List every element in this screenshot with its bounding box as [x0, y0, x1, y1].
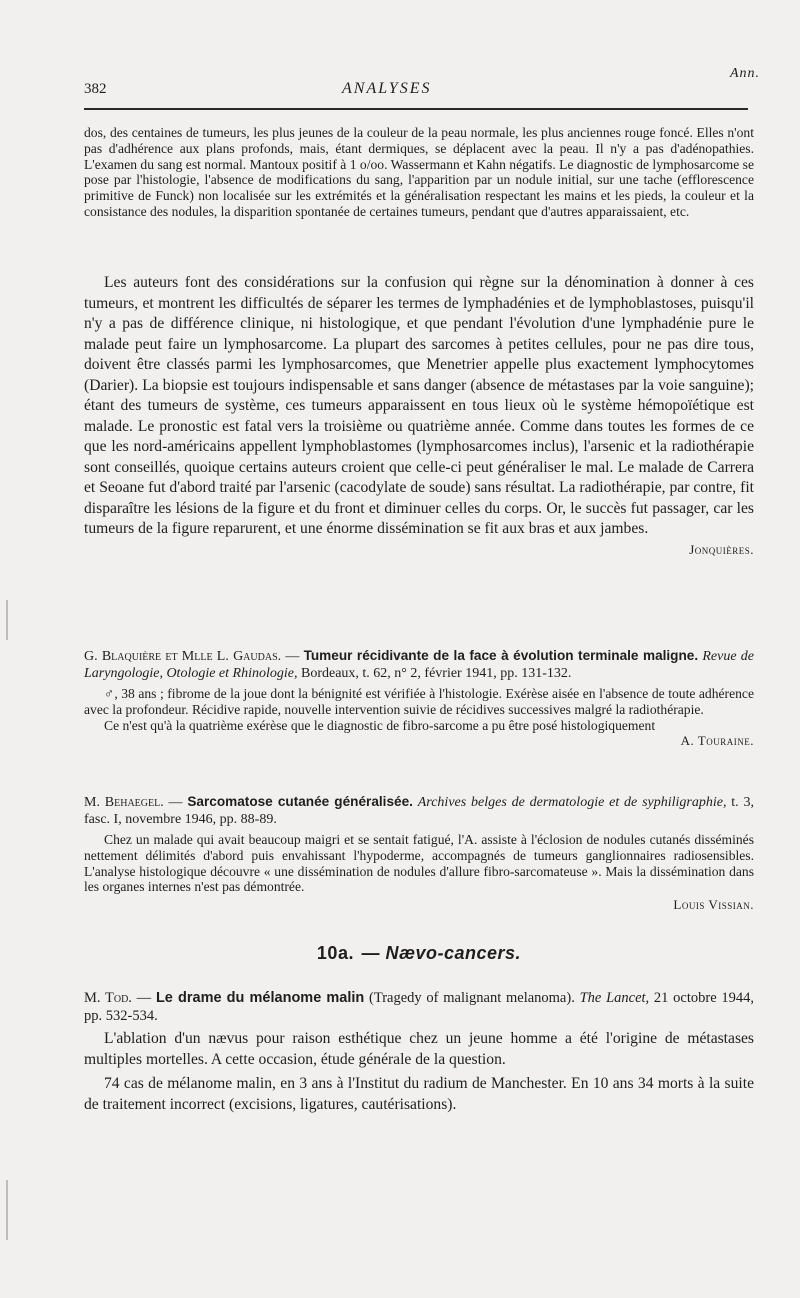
ref-journal: The Lancet,: [579, 990, 650, 1006]
reference-paragraph-1: L'ablation d'un nævus pour raison esthétique chez un jeune homme a été l'origine de métastases multiples mortelles. A cette occasion, étude générale de la question.: [84, 1030, 754, 1068]
reference-body: Chez un malade qui avait beaucoup maigri et se sentait fatigué, l'A. assiste à l'éclosion de nodules cutanés disséminés nettement délimités d'abord puis envahissant l'hypoderme, accompagnés de tumeurs ganglionnaires radiosensibles. L'analyse histologique découvre « une dissémination de nodules d'allure fibro-sarcomateuse ». Mais la dissémination dans les organes internes n'est pas démontrée.: [84, 832, 754, 895]
reference-tod: [84, 989, 754, 1115]
ref-details: t. 3, fasc. I, novembre 1946, pp. 88-89.: [84, 795, 755, 827]
scan-edge-mark: [6, 1180, 8, 1240]
scan-edge-mark: [6, 600, 8, 640]
ref-authors: M. Behaegel. —: [84, 795, 183, 810]
discussion-paragraph: Les auteurs font des considérations sur la confusion qui règne sur la dénomination à donner à ces tumeurs, et montrent les difficultés de séparer les termes de lymphadénies et de lymphoblastoses, puisqu'il n'y a pas de différence clinique, ni histologique, et que pendant l'évolution d'une lymphadénie pure le malade peut faire un lymphosarcome. La plupart des sarcomes à petites cellules, pour ne pas dire tous, doivent être classés parmi les lymphosarcomes, que Menetrier appelle plus exactement lymphocytomes (Darier). La biopsie est toujours indispensable et sans danger (absence de métastases par la voie sanguine); étant des tumeurs de système, ces tumeurs apparaissent en tous lieux où le système hémopoïétique est malade. Le pronostic est fatal vers la troisième ou quatrième année. Comme dans toutes les formes de ce que les nord-américains appellent lymphoblastomes (lymphosarcomes inclus), l'arsenic et la radiothérapie sont conseillés, quoique certains auteurs croient que celle-ci peut généraliser le mal. Le malade de Carrera et Seoane fut d'abord traité par l'arsenic (cacodylate de soude) sans résultat. La radiothérapie, par contre, fit disparaître les lésions de la figure et du front et diminuer celles du corps. Or, le succès fut passager, car les tumeurs de la figure reparurent, et une énorme dissémination se fit aux bras et aux jambes.: [84, 274, 754, 537]
ref-details: 21 octobre 1944, pp. 532-534.: [84, 990, 755, 1024]
reference-paragraph-2: 74 cas de mélanome malin, en 3 ans à l'Institut du radium de Manchester. En 10 ans 34 morts à la suite de traitement incorrect (excisions, ligatures, cautérisations).: [84, 1075, 754, 1113]
ref-authors: M. Tod. —: [84, 990, 152, 1006]
ref-details: Bordeaux, t. 62, n° 2, février 1941, pp. 131-132.: [300, 665, 572, 681]
signature-jonquieres: Jonquières.: [689, 541, 754, 557]
reference-citation: [84, 648, 754, 682]
reference-citation: [84, 794, 754, 828]
ref-subtitle: (Tragedy of malignant melanoma).: [369, 990, 575, 1006]
reference-body-2: Ce n'est qu'à la quatrième exérèse que le diagnostic de fibro-sarcome a pu être posé histologiquement: [104, 717, 656, 733]
block-continuation: [84, 125, 754, 220]
ref-journal: Archives belges de dermatologie et de syphiligraphie,: [417, 795, 727, 810]
reference-citation: [84, 989, 754, 1025]
block-discussion: [84, 273, 754, 558]
section-number: 10a.: [316, 943, 354, 963]
signature-vissian: Louis Vissian.: [673, 897, 754, 913]
section-name: Nævo-cancers.: [385, 943, 522, 963]
running-title: ANALYSES: [342, 80, 432, 97]
page-number: 382: [84, 81, 107, 97]
reference-blaquiere: [84, 648, 754, 749]
signature-touraine: A. Touraine.: [680, 733, 754, 749]
ref-title: Sarcomatose cutanée généralisée.: [187, 794, 413, 809]
ref-title: Le drame du mélanome malin: [155, 990, 365, 1006]
continuation-paragraph: dos, des centaines de tumeurs, les plus jeunes de la couleur de la peau normale, les plus anciennes rouge foncé. Elles n'ont pas d'adhérence aux plans profonds, mais, étant dermiques, se déplacent avec la peau. Il n'y a pas d'adénopathies. L'examen du sang est normal. Mantoux positif à 1 o/oo. Wassermann et Kahn négatifs. Le diagnostic de lymphosarcome se pose par l'histologie, l'absence de modifications du sang, l'apparition par un nodule initial, sur une tache (efflorescence primitive de Funck) non localisée sur les extrémités et la généralisation respectant les mains et les pieds, la couleur et la consistance des nodules, la disparition spontanée de certaines tumeurs, pendant que d'autres apparaissaient, etc.: [84, 125, 754, 219]
ref-title: Tumeur récidivante de la face à évolution terminale maligne.: [303, 648, 699, 663]
section-dash: —: [361, 943, 380, 963]
running-head-right: Ann.: [729, 66, 760, 81]
reference-body: ♂, 38 ans ; fibrome de la joue dont la bénignité est vérifiée à l'histologie. Exérèse aisée en l'absence de toute adhérence avec la profondeur. Récidive rapide, nouvelle intervention suivie de récidives successives malgré la radiothérapie.: [84, 686, 754, 717]
section-heading: [84, 943, 754, 964]
reference-behaegel: [84, 794, 754, 913]
ref-authors: G. Blaquière et Mlle L. Gaudas. —: [84, 649, 300, 664]
header-rule: [84, 108, 748, 110]
ref-journal: Revue de Laryngologie, Otologie et Rhinologie,: [84, 649, 754, 681]
